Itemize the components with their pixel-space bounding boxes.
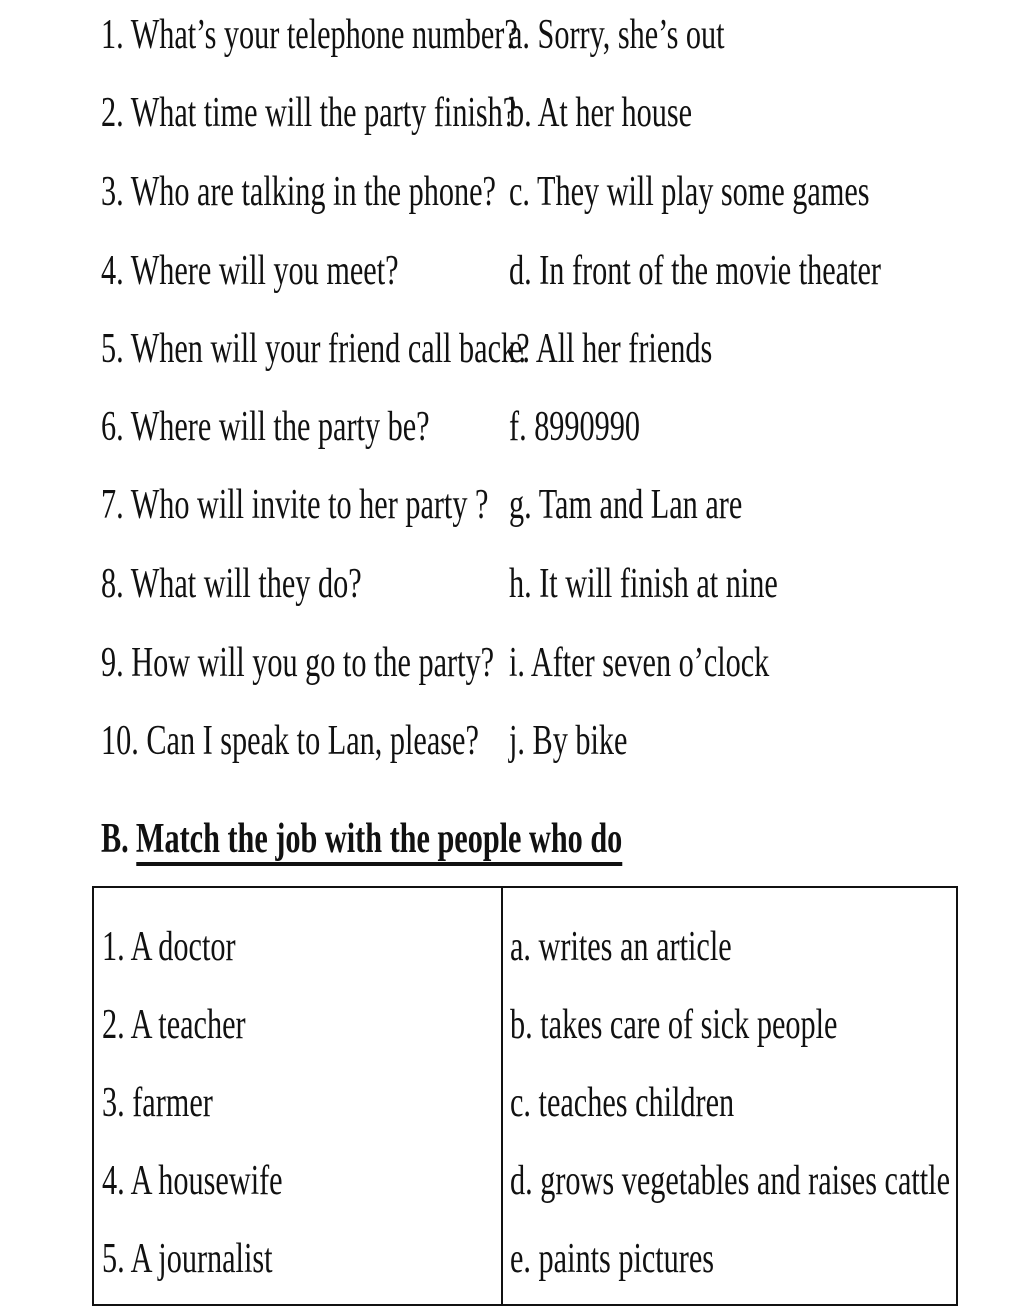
job-cell: 5. A journalist [102,1236,273,1282]
list-item [0,92,1024,152]
job-cell: 4. A housewife [102,1158,283,1204]
list-item [0,720,1024,780]
job-cell: 1. A doctor [102,924,236,970]
answer-text: g. Tam and Lan are [509,482,743,528]
answer-text: c. They will play some games [509,169,870,215]
matching-table [92,886,958,1306]
list-item [0,328,1024,388]
description-cell: d. grows vegetables and raises cattle [510,1158,951,1204]
question-text: 10. Can I speak to Lan, please? [101,718,479,764]
answer-text: d. In front of the movie theater [509,248,881,294]
answer-text: b. At her house [509,90,693,136]
section-label: B. [101,816,129,862]
answer-text: f. 8990990 [509,404,641,450]
section-title: Match the job with the people who do [136,818,622,866]
list-item [0,406,1024,466]
answer-text: e. All her friends [509,326,713,372]
description-cell: a. writes an article [510,924,732,970]
answer-text: a. Sorry, she’s out [509,12,725,58]
table-row [94,1082,956,1142]
description-cell: b. takes care of sick people [510,1002,838,1048]
table-row [94,926,956,986]
job-cell: 2. A teacher [102,1002,246,1048]
list-item [0,171,1024,231]
question-text: 5. When will your friend call back? [101,326,530,372]
question-text: 4. Where will you meet? [101,248,399,294]
answer-text: j. By bike [509,718,628,764]
question-text: 7. Who will invite to her party ? [101,482,489,528]
description-cell: e. paints pictures [510,1236,715,1282]
table-row [94,1160,956,1220]
question-text: 8. What will they do? [101,561,362,607]
list-item [0,642,1024,702]
section-heading [101,818,825,866]
table-row [94,1238,956,1298]
list-item [0,250,1024,310]
list-item [0,484,1024,544]
heading-text [101,818,622,866]
description-cell: c. teaches children [510,1080,735,1126]
job-cell: 3. farmer [102,1080,213,1126]
answer-text: i. After seven o’clock [509,640,770,686]
question-text: 2. What time will the party finish? [101,90,517,136]
question-text: 3. Who are talking in the phone? [101,169,496,215]
question-text: 9. How will you go to the party? [101,640,495,686]
question-text: 6. Where will the party be? [101,404,430,450]
answer-text: h. It will finish at nine [509,561,778,607]
list-item [0,14,1024,74]
table-row [94,1004,956,1064]
list-item [0,563,1024,623]
question-text: 1. What’s your telephone number? [101,12,518,58]
